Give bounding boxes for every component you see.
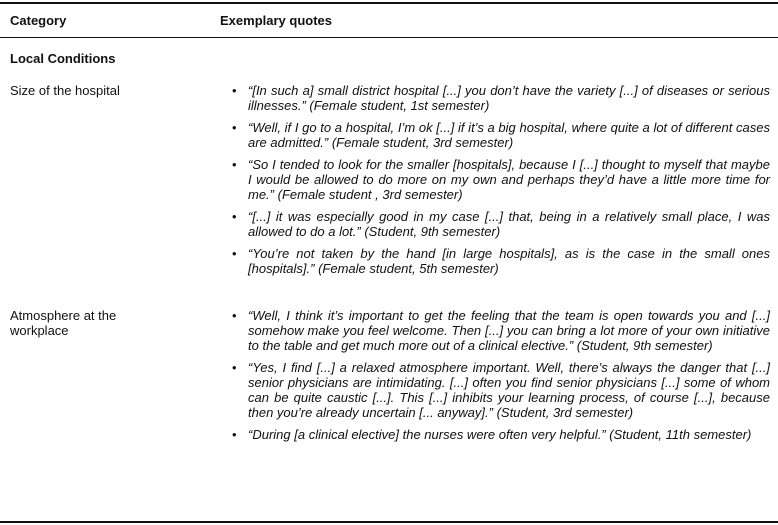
quotes-table [0, 2, 778, 523]
table-header-row [0, 4, 778, 38]
table-row-atmosphere-workplace [10, 308, 770, 442]
quote-item: • “[...] it was especially good in my case [...] that, being in a relatively small place, I was allowed to do a lot.” (Student, 9th semester) [220, 209, 770, 239]
column-header-exemplary-quotes: Exemplary quotes [220, 13, 332, 28]
quote-list [220, 308, 770, 442]
quote-item: • “Well, if I go to a hospital, I’m ok [...] if it’s a big hospital, where quite a lot of different cases are admitted.” (Female student, 3rd semester) [220, 120, 770, 150]
quote-item: • “You’re not taken by the hand [in large hospitals], as is the case in the small ones [hospitals].” (Female student, 5th semester) [220, 246, 770, 276]
quote-item: • “During [a clinical elective] the nurses were often very helpful.” (Student, 11th semester) [220, 427, 770, 442]
quote-item: • “So I tended to look for the smaller [hospitals], because I [...] thought to myself that maybe I would be allowed to do more on my own and perhaps they’d have a little more time for me.” (Female student , 3rd semester) [220, 157, 770, 202]
category-label: Atmosphere at the workplace [10, 308, 117, 338]
quote-item: • “Well, I think it’s important to get the feeling that the team is open towards you and [...] somehow make you feel welcome. Then [...] you can bring a lot more of your own initiative to the table and get much more out of a clinical elective.” (Student, 9th semester) [220, 308, 770, 353]
quote-item: • “Yes, I find [...] a relaxed atmosphere important. Well, there’s always the danger that [...] senior physicians are intimidating. [...] often you find senior physicians [...] some of whom can be quite caustic [...]. This [...] inhibits your learning process, of course [...], because then you’re already uncertain [... anyway].” (Student, 3rd semester) [220, 360, 770, 420]
quote-item: • “[In such a] small district hospital [...] you don’t have the variety [...] of diseases or serious illnesses.” (Female student, 1st semester) [220, 83, 770, 113]
section-label-local-conditions: Local Conditions [10, 51, 116, 66]
table-row-size-of-hospital [10, 83, 770, 276]
category-label: Size of the hospital [10, 83, 120, 98]
column-header-category: Category [10, 13, 67, 28]
quote-list [220, 83, 770, 276]
